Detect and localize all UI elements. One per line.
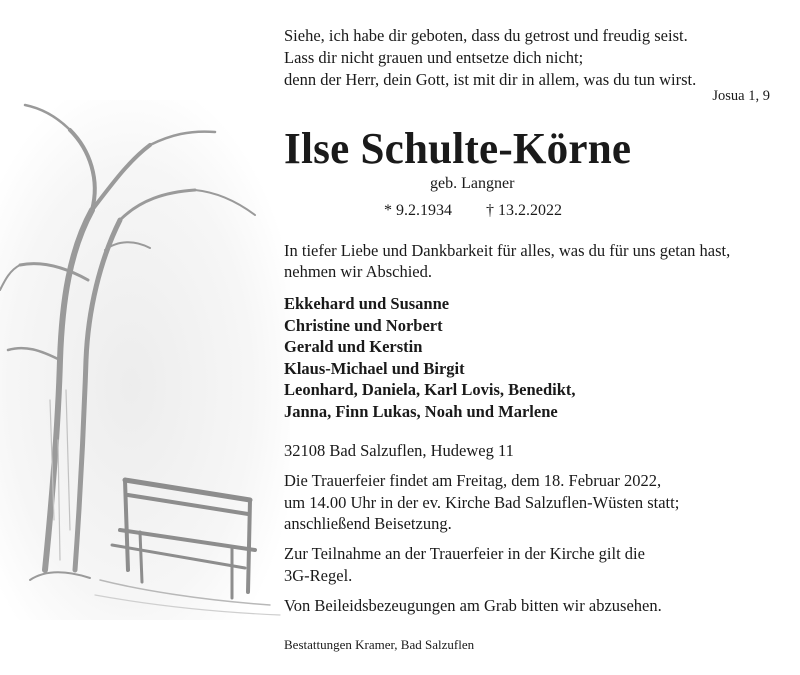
- life-dates: [384, 202, 562, 220]
- verse-reference: Josua 1, 9: [712, 88, 770, 104]
- mourner-line: Christine und Norbert: [284, 315, 443, 335]
- maiden-name: geb. Langner: [430, 175, 515, 192]
- undertaker-credit: Bestattungen Kramer, Bad Salzuflen: [284, 637, 475, 652]
- death-date: † 13.2.2022: [486, 202, 562, 219]
- family-address: 32108 Bad Salzuflen, Hudeweg 11: [284, 441, 514, 460]
- funeral-line: um 14.00 Uhr in der ev. Kirche Bad Salzuflen-Wüsten statt;: [284, 492, 680, 512]
- mourners-list: [284, 293, 576, 422]
- covid-line: 3G-Regel.: [284, 565, 353, 585]
- deceased-name: Ilse Schulte-Körne: [284, 124, 632, 173]
- funeral-details: [284, 470, 784, 535]
- verse-line: Siehe, ich habe dir geboten, dass du getrost und freudig seist.: [284, 26, 688, 45]
- verse-line: denn der Herr, dein Gott, ist mit dir in allem, was du tun wirst.: [284, 70, 697, 89]
- condolences-request: Von Beileidsbezeugungen am Grab bitten wir abzusehen.: [284, 596, 662, 615]
- covid-rule-notice: [284, 543, 645, 586]
- funeral-line: anschließend Beisetzung.: [284, 514, 452, 533]
- verse-line: Lass dir nicht grauen und entsetze dich nicht;: [284, 48, 584, 67]
- mourner-line: Gerald und Kerstin: [284, 337, 423, 356]
- mourner-line: Leonhard, Daniela, Karl Lovis, Benedikt,: [284, 380, 576, 399]
- mourner-line: Janna, Finn Lukas, Noah und Marlene: [284, 401, 558, 421]
- farewell-text: In tiefer Liebe und Dankbarkeit für alles, was du für uns getan hast, nehmen wir Abschied.: [284, 241, 731, 281]
- funeral-line: Die Trauerfeier findet am Freitag, dem 18. Februar 2022,: [284, 471, 662, 490]
- mourner-line: Ekkehard und Susanne: [284, 294, 450, 313]
- birth-date: * 9.2.1934: [384, 202, 452, 219]
- mourner-line: Klaus-Michael und Birgit: [284, 358, 465, 378]
- tree-and-bench-illustration: [0, 100, 290, 620]
- bible-verse: [284, 25, 774, 91]
- covid-line: Zur Teilnahme an der Trauerfeier in der Kirche gilt die: [284, 544, 645, 563]
